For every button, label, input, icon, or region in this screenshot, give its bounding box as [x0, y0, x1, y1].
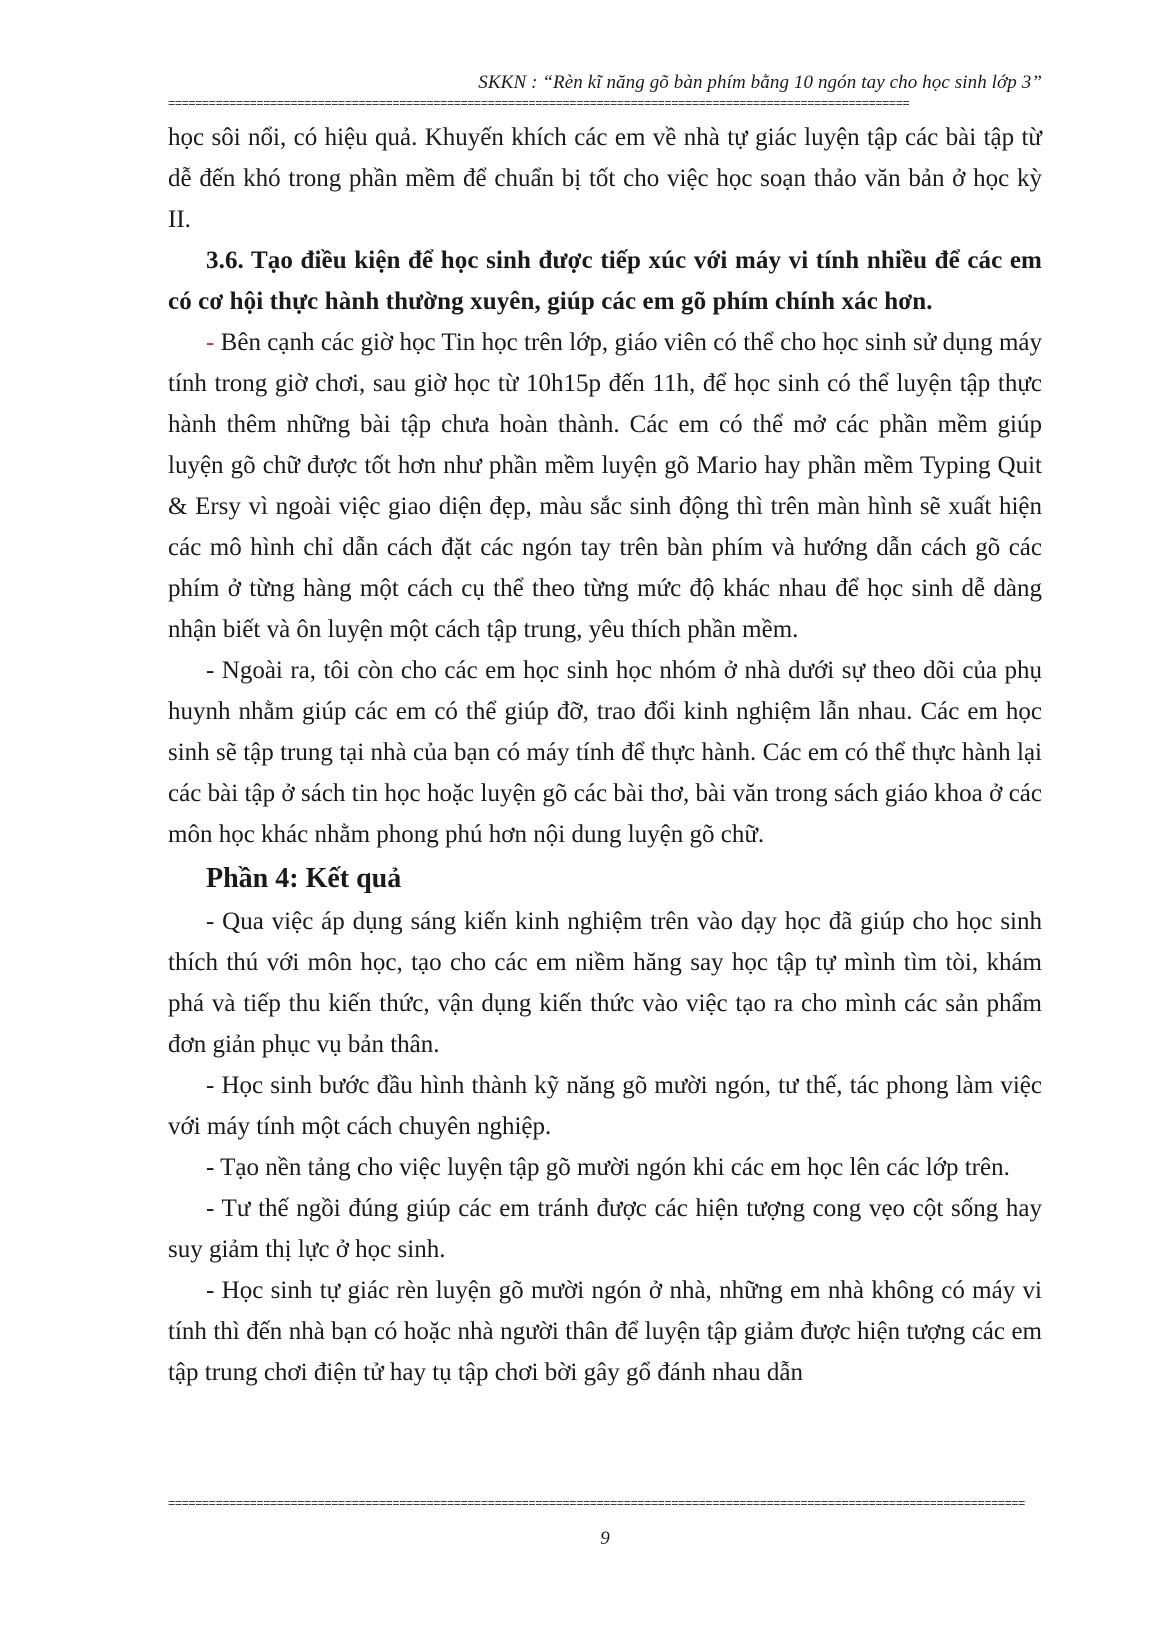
result-item-4: - Tư thế ngồi đúng giúp các em tránh được các hiện tượng cong vẹo cột sống hay suy giảm thị lực ở học sinh.	[168, 1195, 1042, 1263]
result-item-1: - Qua việc áp dụng sáng kiến kinh nghiệm trên vào dạy học đã giúp cho học sinh thích thú với môn học, tạo cho các em niềm hăng say học tập tự mình tìm tòi, khám phá và tiếp thu kiến thức, vận dụng kiến thức vào việc tạo ra cho mình các sản phẩm đơn giản phục vụ bản thân.	[168, 908, 1042, 1058]
page-number: 9	[600, 1528, 610, 1549]
result-item-2: - Học sinh bước đầu hình thành kỹ năng gõ mười ngón, tư thế, tác phong làm việc với máy tính một cách chuyên nghiệp.	[168, 1072, 1042, 1140]
paragraph-3-6-1-text: Bên cạnh các giờ học Tin học trên lớp, giáo viên có thể cho học sinh sử dụng máy tính trong giờ chơi, sau giờ học từ 10h15p đến 11h, để học sinh có thể luyện tập thực hành thêm những bài tập chưa hoàn thành. Các em có thể mở các phần mềm giúp luyện gõ chữ được tốt hơn như phần mềm luyện gõ Mario hay phần mềm Typing Quit & Ersy vì ngoài việc giao diện đẹp, màu sắc sinh động thì trên màn hình sẽ xuất hiện các mô hình chỉ dẫn cách đặt các ngón tay trên bàn phím và hướng dẫn cách gõ các phím ở từng hàng một cách cụ thể theo từng mức độ khác nhau để học sinh dễ dàng nhận biết và ôn luyện một cách tập trung, yêu thích phần mềm.	[168, 329, 1042, 643]
continuation-paragraph: học sôi nổi, có hiệu quả. Khuyến khích các em về nhà tự giác luyện tập các bài tập từ dễ đến khó trong phần mềm để chuẩn bị tốt cho việc học soạn thảo văn bản ở học kỳ II.	[168, 124, 1042, 233]
result-item-5: - Học sinh tự giác rèn luyện gõ mười ngón ở nhà, những em nhà không có máy vi tính thì đến nhà bạn có hoặc nhà người thân để luyện tập giảm được hiện tượng các em tập trung chơi điện tử hay tụ tập chơi bời gây gổ đánh nhau dẫn	[168, 1277, 1042, 1386]
section-3-6-heading: 3.6. Tạo điều kiện để học sinh được tiếp xúc với máy vi tính nhiều để các em có cơ hội thực hành thường xuyên, giúp các em gõ phím chính xác hơn.	[168, 247, 1042, 315]
red-dash-marker: -	[206, 329, 215, 356]
document-body	[168, 117, 1042, 1393]
result-item-3: - Tạo nền tảng cho việc luyện tập gõ mười ngón khi các em học lên các lớp trên.	[206, 1154, 1010, 1181]
footer-separator: ==============================================================================================================================	[168, 1498, 1025, 1510]
part-4-heading: Phần 4: Kết quả	[206, 863, 402, 894]
paragraph-3-6-2: - Ngoài ra, tôi còn cho các em học sinh học nhóm ở nhà dưới sự theo dõi của phụ huynh nhằm giúp các em có thể giúp đỡ, trao đổi kinh nghiệm lẫn nhau. Các em học sinh sẽ tập trung tại nhà của bạn có máy tính để thực hành. Các em có thể thực hành lại các bài tập ở sách tin học hoặc luyện gõ các bài thơ, bài văn trong sách giáo khoa ở các môn học khác nhằm phong phú hơn nội dung luyện gõ chữ.	[168, 657, 1042, 848]
paragraph-3-6-1	[168, 322, 1042, 650]
running-header: SKKN : “Rèn kĩ năng gõ bàn phím bằng 10 ngón tay cho học sinh lớp 3”	[478, 72, 1042, 93]
header-separator: =============================================================================================================	[168, 98, 910, 110]
